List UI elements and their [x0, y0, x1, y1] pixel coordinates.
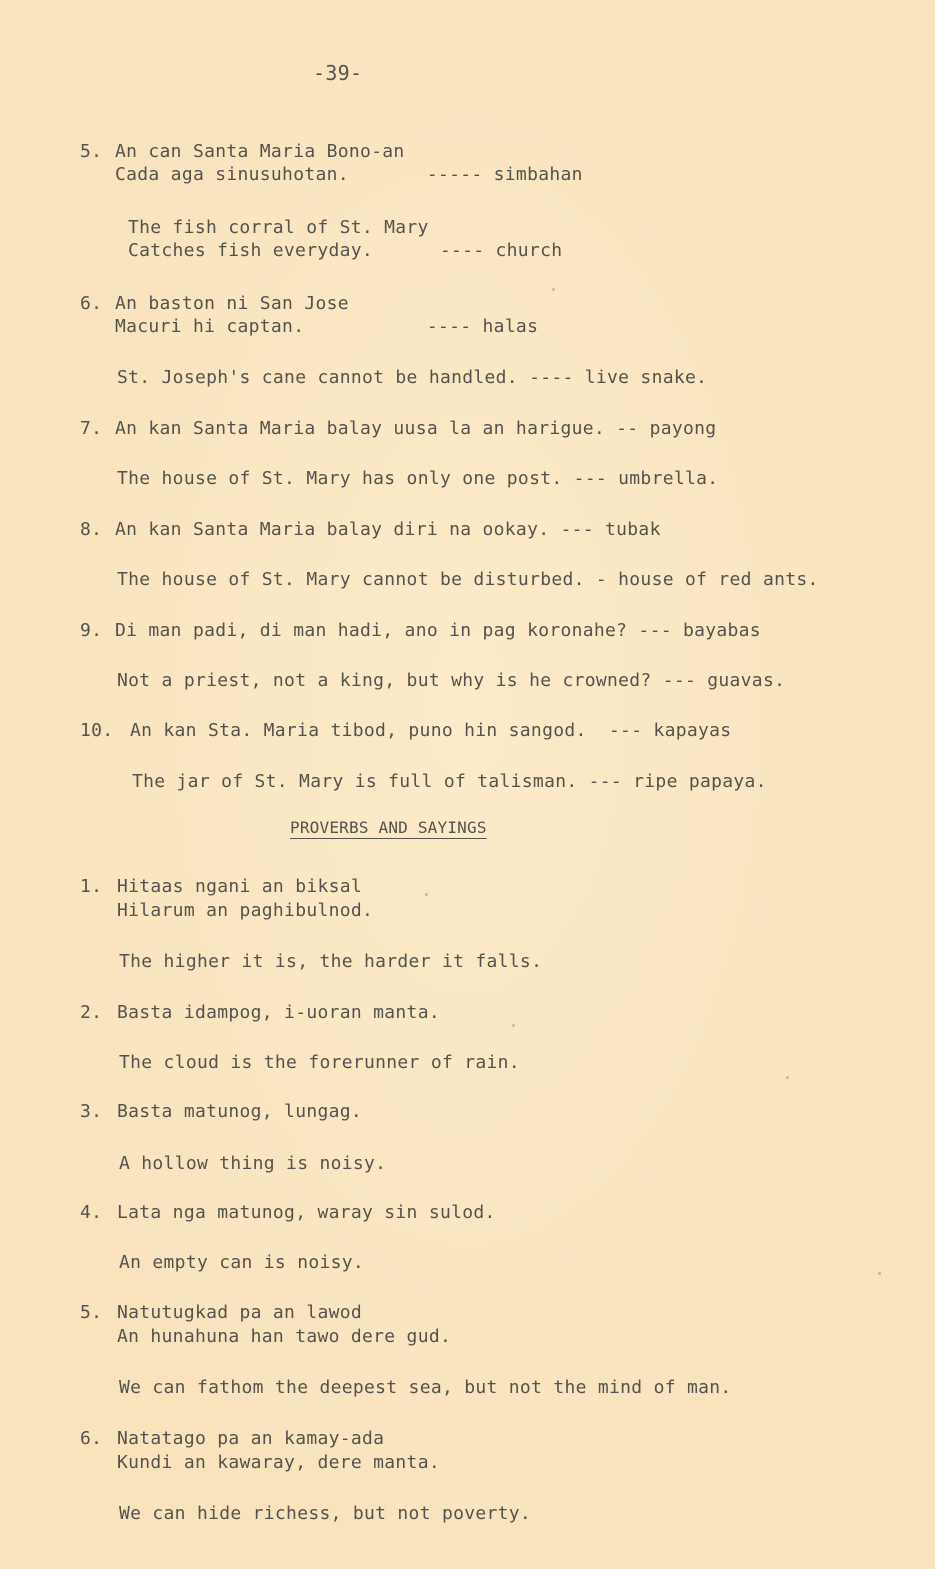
proverb-english-line: The higher it is, the harder it falls. [119, 951, 543, 972]
riddle-number: 9. [80, 620, 103, 641]
proverb-english-line: A hollow thing is noisy. [119, 1153, 387, 1174]
proverb-english-line: An empty can is noisy. [119, 1252, 365, 1273]
riddle-waray-line: Cada aga sinusuhotan. ----- simbahan [115, 164, 583, 185]
riddle-number: 7. [80, 418, 103, 439]
proverb-waray-line: Lata nga matunog, waray sin sulod. [117, 1202, 496, 1223]
proverb-number: 1. [80, 876, 103, 897]
paper-speck [552, 288, 555, 291]
proverb-english-line: We can fathom the deepest sea, but not the mind of man. [119, 1377, 732, 1398]
proverb-number: 6. [80, 1428, 103, 1449]
riddle-number: 6. [80, 293, 103, 314]
riddle-english-line: The house of St. Mary has only one post. --- umbrella. [117, 468, 719, 489]
riddle-english-line: St. Joseph's cane cannot be handled. ---- live snake. [117, 367, 708, 388]
riddle-english-line: The fish corral of St. Mary [128, 217, 429, 238]
riddle-waray-line: Di man padi, di man hadi, ano in pag koronahe? --- bayabas [115, 620, 761, 641]
proverb-waray-line: An hunahuna han tawo dere gud. [117, 1326, 452, 1347]
proverb-number: 3. [80, 1101, 103, 1122]
riddle-number: 5. [80, 141, 103, 162]
riddle-waray-line: An kan Santa Maria balay diri na ookay. --- tubak [115, 519, 661, 540]
proverb-waray-line: Basta matunog, lungag. [117, 1101, 363, 1122]
paper-speck [425, 893, 428, 896]
proverb-waray-line: Kundi an kawaray, dere manta. [117, 1452, 440, 1473]
proverb-number: 2. [80, 1002, 103, 1023]
riddle-waray-line: An baston ni San Jose [115, 293, 349, 314]
riddle-english-line: The jar of St. Mary is full of talisman. --- ripe papaya. [132, 771, 767, 792]
proverb-number: 5. [80, 1302, 103, 1323]
section-heading: PROVERBS AND SAYINGS [290, 818, 487, 837]
proverb-waray-line: Natutugkad pa an lawod [117, 1302, 363, 1323]
riddle-number: 10. [80, 720, 114, 741]
page-number: -39- [313, 61, 363, 85]
proverb-english-line: We can hide richess, but not poverty. [119, 1503, 532, 1524]
paper-speck [786, 1076, 789, 1079]
proverb-number: 4. [80, 1202, 103, 1223]
proverb-waray-line: Hitaas ngani an biksal [117, 876, 363, 897]
riddle-english-line: Not a priest, not a king, but why is he crowned? --- guavas. [117, 670, 786, 691]
riddle-number: 8. [80, 519, 103, 540]
proverb-waray-line: Hilarum an paghibulnod. [117, 900, 374, 921]
riddle-waray-line: An can Santa Maria Bono-an [115, 141, 405, 162]
proverb-english-line: The cloud is the forerunner of rain. [119, 1052, 520, 1073]
riddle-waray-line: Macuri hi captan. ---- halas [115, 316, 539, 337]
riddle-waray-line: An kan Santa Maria balay uusa la an harigue. -- payong [115, 418, 717, 439]
paper-speck [512, 1024, 515, 1027]
riddle-waray-line: An kan Sta. Maria tibod, puno hin sangod. --- kapayas [130, 720, 732, 741]
proverb-waray-line: Natatago pa an kamay-ada [117, 1428, 385, 1449]
paper-speck [878, 1272, 881, 1275]
riddle-english-line: The house of St. Mary cannot be disturbed. - house of red ants. [117, 569, 819, 590]
proverb-waray-line: Basta idampog, i-uoran manta. [117, 1002, 440, 1023]
riddle-english-line: Catches fish everyday. ---- church [128, 240, 563, 261]
